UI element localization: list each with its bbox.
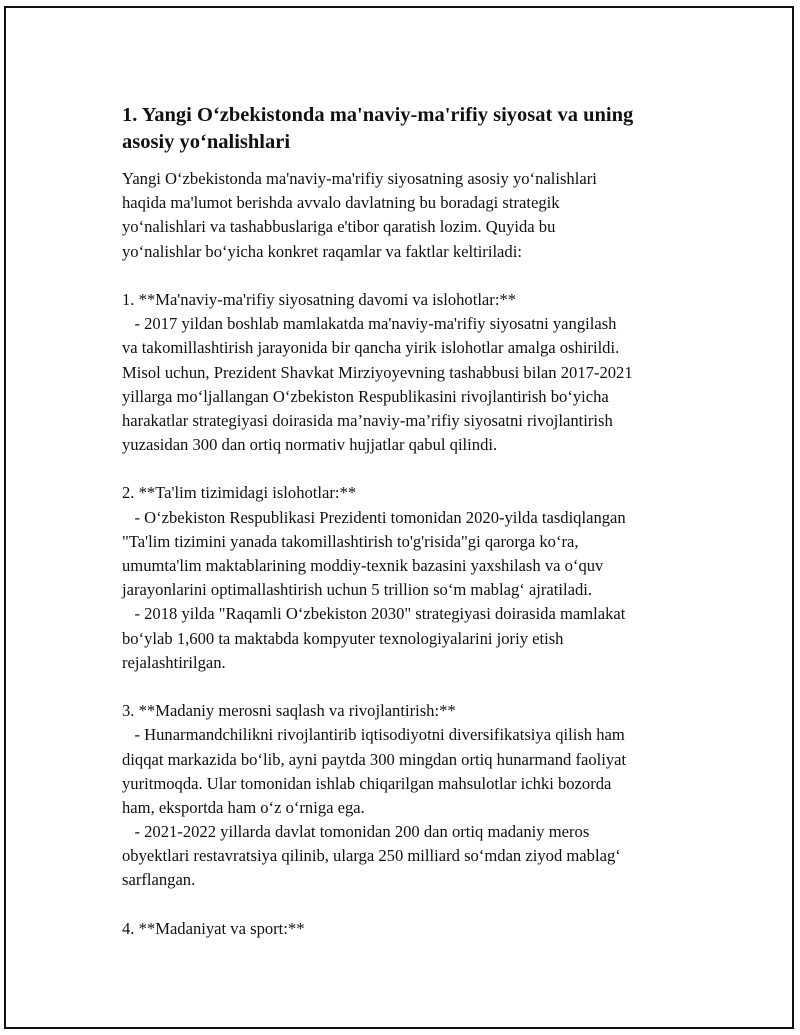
text-line: jarayonlarini optimallashtirish uchun 5 trillion soʻm mablagʻ ajratiladi. xyxy=(122,580,593,600)
text-line: yillarga moʻljallangan Oʻzbekiston Respublikasini rivojlantirish boʻyicha xyxy=(122,386,609,406)
page-frame xyxy=(4,6,794,1029)
text-line: yuzasidan 300 dan ortiq normativ hujjatlar qabul qilindi. xyxy=(122,435,498,455)
blank-line xyxy=(122,675,696,699)
text-line: - Hunarmandchilikni rivojlantirib iqtisodiyotni diversifikatsiya qilish ham xyxy=(122,725,625,745)
text-line: - 2018 yilda "Raqamli Oʻzbekiston 2030" strategiyasi doirasida mamlakat xyxy=(122,604,626,624)
text-line: harakatlar strategiyasi doirasida ma’naviy-ma’rifiy siyosatni rivojlantirish xyxy=(122,410,613,430)
document-body xyxy=(122,102,696,941)
blank-line xyxy=(122,457,696,481)
text-line: va takomillashtirish jarayonida bir qancha yirik islohotlar amalga oshirildi. xyxy=(122,338,620,358)
text-line: yoʻnalishlar boʻyicha konkret raqamlar va faktlar keltiriladi: xyxy=(122,241,522,261)
text-line: diqqat markazida boʻlib, ayni paytda 300 mingdan ortiq hunarmand faoliyat xyxy=(122,749,627,769)
text-line: haqida ma'lumot berishda avvalo davlatning bu boradagi strategik xyxy=(122,193,560,213)
text-line: - 2017 yildan boshlab mamlakatda ma'naviy-ma'rifiy siyosatni yangilash xyxy=(122,314,617,334)
title-line: asosiy yoʻnalishlari xyxy=(122,131,291,153)
text-line: Misol uchun, Prezident Shavkat Mirziyoyevning tashabbusi bilan 2017-2021 xyxy=(122,362,633,382)
section-3 xyxy=(122,699,696,893)
text-line: - 2021-2022 yillarda davlat tomonidan 200 dan ortiq madaniy meros xyxy=(122,822,590,842)
section-4 xyxy=(122,917,696,941)
section-2 xyxy=(122,481,696,675)
text-line: sarflangan. xyxy=(122,870,196,890)
text-line: yuritmoqda. Ular tomonidan ishlab chiqarilgan mahsulotlar ichki bozorda xyxy=(122,773,612,793)
section-heading: 4. **Madaniyat va sport:** xyxy=(122,918,305,938)
text-line: ham, eksportda ham oʻz oʻrniga ega. xyxy=(122,797,365,817)
section-heading: 3. **Madaniy merosni saqlash va rivojlantirish:** xyxy=(122,701,456,721)
intro-paragraph xyxy=(122,167,696,264)
text-line: "Ta'lim tizimini yanada takomillashtirish to'g'risida"gi qarorga koʻra, xyxy=(122,531,579,551)
blank-line xyxy=(122,264,696,288)
text-line: yoʻnalishlari va tashabbuslariga e'tibor qaratish lozim. Quyida bu xyxy=(122,217,556,237)
text-line: boʻylab 1,600 ta maktabda kompyuter texnologiyalarini joriy etish xyxy=(122,628,564,648)
section-1 xyxy=(122,288,696,457)
text-line: obyektlari restavratsiya qilinib, ularga 250 milliard soʻmdan ziyod mablagʻ xyxy=(122,846,621,866)
text-line: Yangi Oʻzbekistonda ma'naviy-ma'rifiy siyosatning asosiy yoʻnalishlari xyxy=(122,169,597,188)
section-heading: 1. **Ma'naviy-ma'rifiy siyosatning davomi va islohotlar:** xyxy=(122,289,517,309)
section-heading: 2. **Ta'lim tizimidagi islohotlar:** xyxy=(122,483,357,503)
text-line: rejalashtirilgan. xyxy=(122,652,226,672)
text-line: umumta'lim maktablarining moddiy-texnik bazasini yaxshilash va oʻquv xyxy=(122,556,604,575)
title-line: 1. Yangi Oʻzbekistonda ma'naviy-ma'rifiy siyosat va uning xyxy=(122,104,634,126)
document-title xyxy=(122,102,696,156)
text-line: - Oʻzbekiston Respublikasi Prezidenti tomonidan 2020-yilda tasdiqlangan xyxy=(122,507,626,527)
blank-line xyxy=(122,893,696,917)
